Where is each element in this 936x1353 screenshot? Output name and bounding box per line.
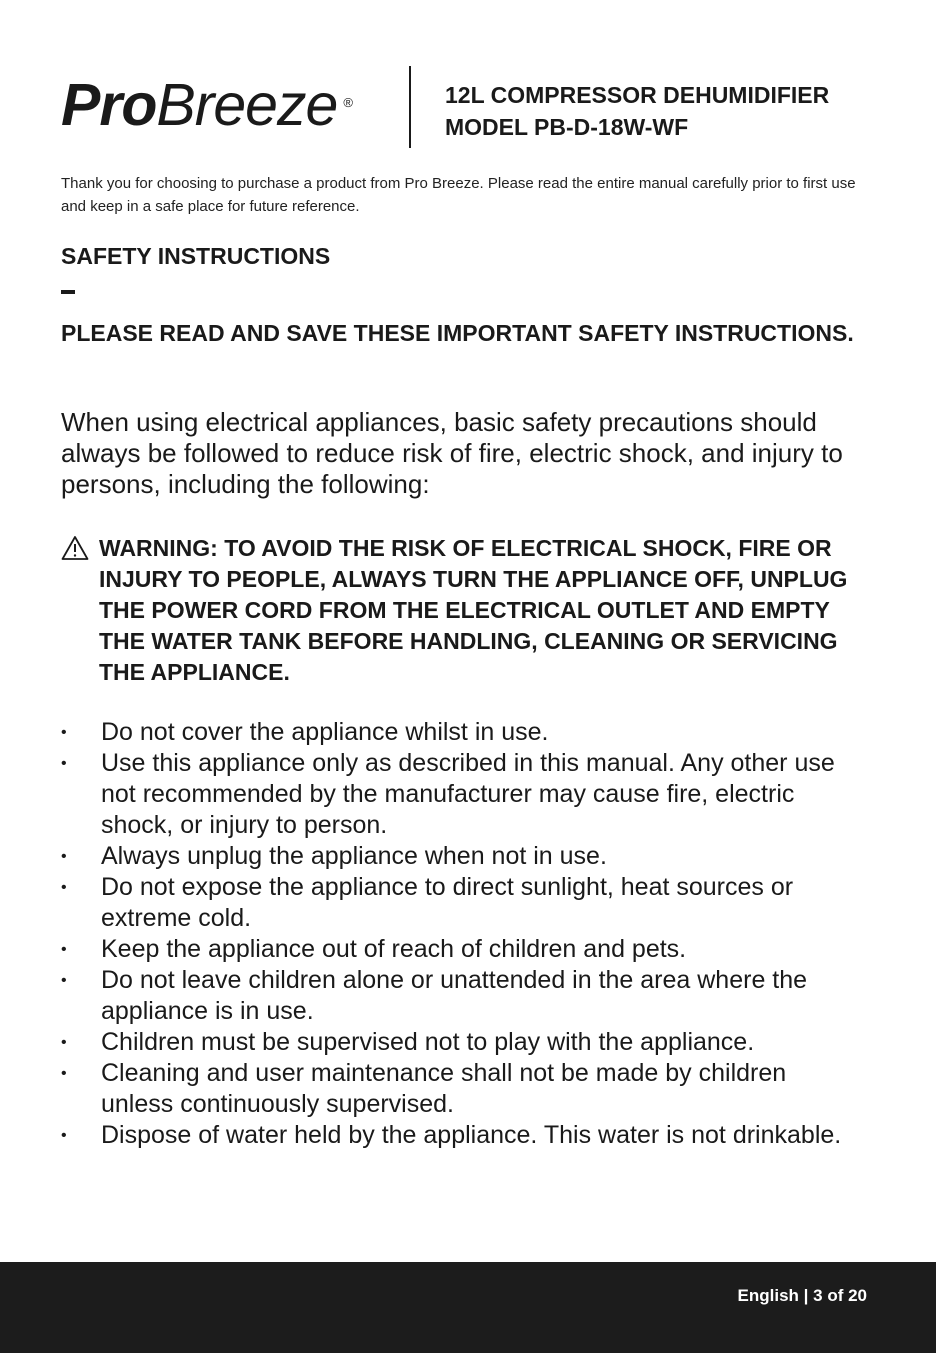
list-item-text: Use this appliance only as described in this manual. Any other use not recommended by the manufacturer may cause fire, electric shock, or injury to person. bbox=[101, 749, 835, 839]
warning-text: WARNING: TO AVOID THE RISK OF ELECTRICAL SHOCK, FIRE OR INJURY TO PEOPLE, ALWAYS TURN THE APPLIANCE OFF, UNPLUG THE POWER CORD FROM THE ELECTRICAL OUTLET AND EMPTY THE WATER TANK BEFORE HANDLING, CLEANING OR SERVICING THE APPLIANCE. bbox=[99, 535, 848, 685]
list-item bbox=[61, 965, 861, 1027]
logo-pro-text: Pro bbox=[61, 72, 157, 138]
safety-bullet-list bbox=[61, 717, 861, 1151]
list-item-text: Do not cover the appliance whilst in use. bbox=[101, 718, 549, 746]
list-item bbox=[61, 748, 861, 841]
list-item bbox=[61, 1027, 861, 1058]
list-item-text: Always unplug the appliance when not in use. bbox=[101, 842, 607, 870]
list-item-text: Do not leave children alone or unattended in the area where the appliance is in use. bbox=[101, 966, 808, 1025]
list-item bbox=[61, 1058, 861, 1120]
document-header bbox=[61, 66, 881, 150]
important-heading: PLEASE READ AND SAVE THESE IMPORTANT SAFETY INSTRUCTIONS. bbox=[61, 320, 854, 346]
bullet-marker: • bbox=[61, 972, 67, 989]
list-item-text: Keep the appliance out of reach of children and pets. bbox=[101, 935, 687, 963]
bullet-marker: • bbox=[61, 755, 67, 772]
title-underline-dash bbox=[61, 290, 75, 294]
probreeze-logo bbox=[61, 72, 352, 138]
intro-paragraph: Thank you for choosing to purchase a product from Pro Breeze. Please read the entire manual carefully prior to first use and keep in a safe place for future reference. bbox=[61, 175, 856, 215]
registered-mark: ® bbox=[343, 95, 352, 110]
product-title bbox=[445, 79, 829, 143]
lead-paragraph: When using electrical appliances, basic safety precautions should always be followed to reduce risk of fire, electric shock, and injury to persons, including the following: bbox=[61, 407, 843, 499]
product-name: 12L COMPRESSOR DEHUMIDIFIER bbox=[445, 82, 830, 108]
bullet-marker: • bbox=[61, 1065, 67, 1082]
bullet-marker: • bbox=[61, 724, 67, 741]
page-footer bbox=[0, 1262, 936, 1353]
list-item-text: Dispose of water held by the appliance. This water is not drinkable. bbox=[101, 1121, 842, 1149]
list-item-text: Do not expose the appliance to direct sunlight, heat sources or extreme cold. bbox=[101, 873, 794, 932]
list-item-text: Children must be supervised not to play with the appliance. bbox=[101, 1028, 755, 1056]
list-item bbox=[61, 934, 861, 965]
bullet-marker: • bbox=[61, 879, 67, 896]
bullet-marker: • bbox=[61, 941, 67, 958]
bullet-marker: • bbox=[61, 1034, 67, 1051]
section-title: SAFETY INSTRUCTIONS bbox=[61, 243, 331, 269]
warning-triangle-icon bbox=[61, 535, 89, 561]
bullet-marker: • bbox=[61, 848, 67, 865]
list-item-text: Cleaning and user maintenance shall not be made by children unless continuously supervised. bbox=[101, 1059, 787, 1118]
list-item bbox=[61, 872, 861, 934]
page-number: English | 3 of 20 bbox=[737, 1286, 867, 1305]
list-item bbox=[61, 841, 861, 872]
model-number: MODEL PB-D-18W-WF bbox=[445, 114, 689, 140]
header-divider bbox=[409, 66, 411, 148]
bullet-marker: • bbox=[61, 1127, 67, 1144]
list-item bbox=[61, 1120, 861, 1151]
warning-block bbox=[61, 533, 861, 688]
list-item bbox=[61, 717, 861, 748]
logo-breeze-text: Breeze bbox=[156, 72, 338, 138]
